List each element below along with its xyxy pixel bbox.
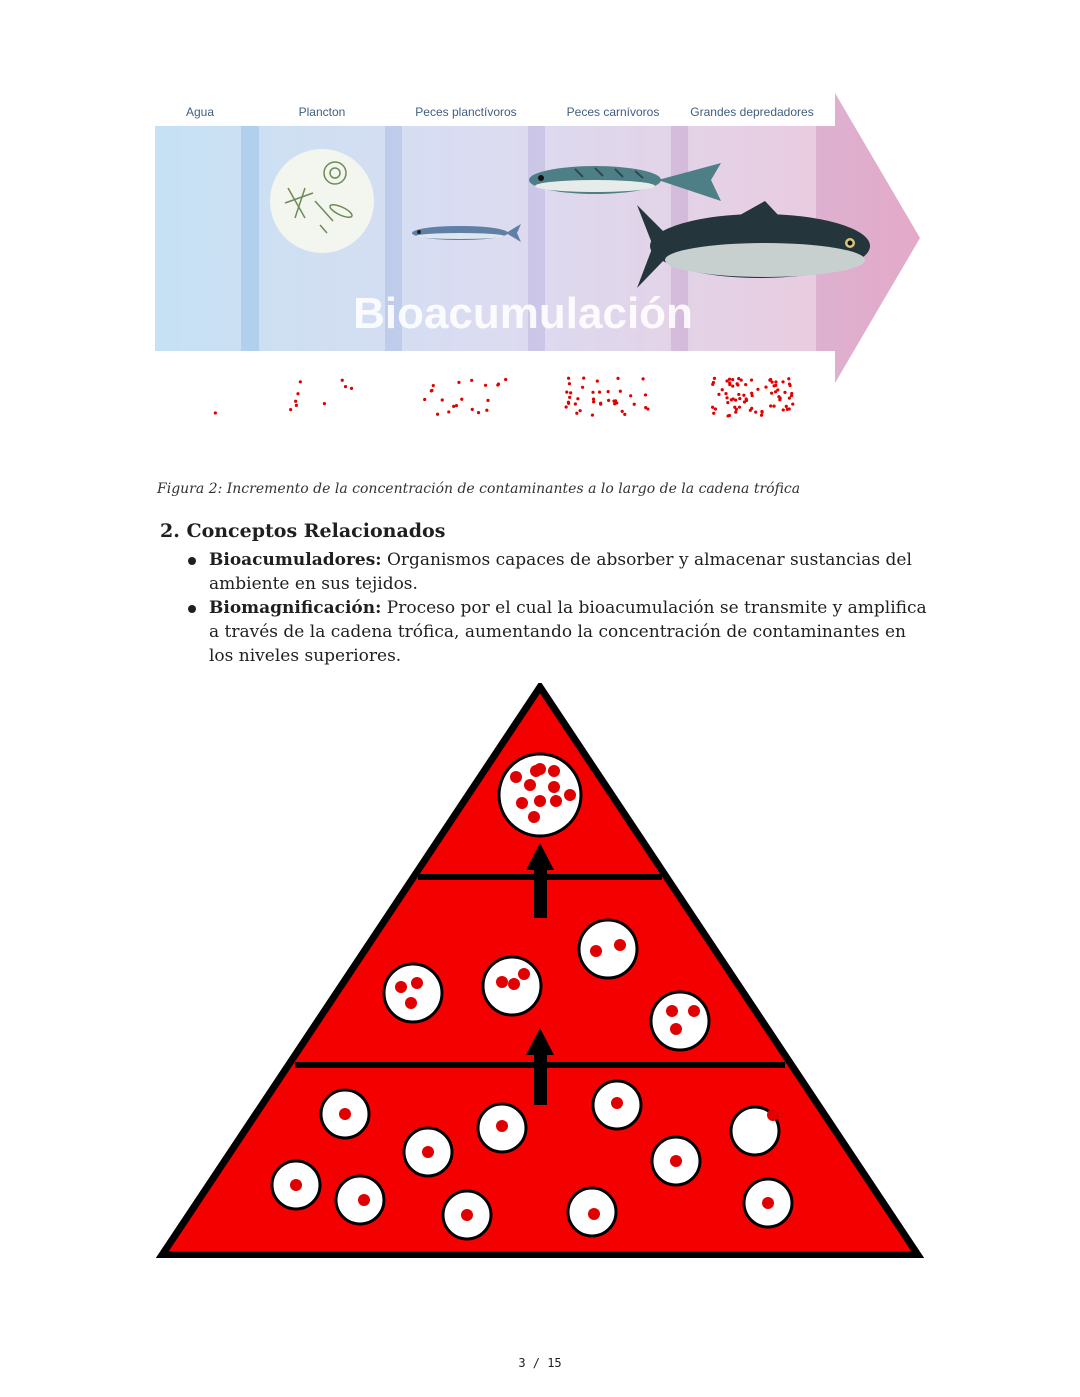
contaminant-dot	[788, 397, 791, 400]
organism-cell	[652, 1137, 700, 1185]
contaminant-dot	[598, 391, 601, 394]
bioaccumulation-figure	[155, 93, 920, 438]
contaminant-dot	[530, 765, 542, 777]
contaminant-dot	[714, 407, 717, 410]
contaminant-dot	[738, 406, 741, 409]
contaminant-dot	[496, 976, 508, 988]
contaminant-dot	[567, 401, 570, 404]
figure-caption: Figura 2: Incremento de la concentración de contaminantes a lo largo de la cadena trófica	[157, 481, 801, 497]
contaminant-dot	[726, 414, 729, 417]
concept-definition: Proceso por el cual la bioacumulación se transmite y amplifica a través de la cadena trófica, aumentando la concentración de contaminantes en los niveles superiores.	[209, 598, 927, 666]
contaminant-dot	[712, 412, 715, 415]
contaminant-dot	[569, 391, 572, 394]
contaminant-dot	[737, 377, 740, 380]
contaminant-dot	[591, 391, 594, 394]
contaminant-dot	[726, 401, 729, 404]
contaminant-dot	[771, 381, 774, 384]
contaminant-dot	[731, 378, 734, 381]
contaminant-dot	[779, 397, 782, 400]
contaminant-dot	[728, 383, 731, 386]
organism-cell	[651, 992, 709, 1050]
contaminant-dot	[581, 386, 584, 389]
contaminant-dot	[447, 410, 450, 413]
contaminant-dot	[518, 968, 530, 980]
contaminant-dot	[341, 379, 344, 382]
contaminant-dot	[713, 377, 716, 380]
contaminant-dot	[611, 1097, 623, 1109]
contaminant-dot	[607, 399, 610, 402]
contaminant-panel	[561, 373, 656, 421]
contaminant-dot	[762, 1197, 774, 1209]
contaminant-dot	[764, 386, 767, 389]
contaminant-dot	[565, 405, 568, 408]
organism-cell	[336, 1176, 384, 1224]
stage-label-peces-carnivoros: Peces carnívoros	[566, 105, 660, 119]
contaminant-dot	[772, 405, 775, 408]
contaminant-dot	[750, 378, 753, 381]
contaminant-dot	[666, 1005, 678, 1017]
contaminant-dot	[756, 388, 759, 391]
contaminant-dot	[629, 394, 632, 397]
contaminant-dot	[295, 404, 298, 407]
contaminant-dot	[510, 771, 522, 783]
contaminant-dot	[496, 383, 499, 386]
contaminant-dot	[724, 392, 727, 395]
contaminant-dot	[534, 795, 546, 807]
contaminant-dot	[588, 1208, 600, 1220]
contaminant-dot	[688, 1005, 700, 1017]
contaminant-dot	[358, 1194, 370, 1206]
organism-cell	[579, 920, 637, 978]
contaminant-dot	[782, 408, 785, 411]
organism-cell	[731, 1107, 779, 1155]
concept-term: Biomagnificación:	[209, 598, 382, 618]
concept-item-bioacumuladores	[185, 548, 935, 596]
contaminant-dot	[750, 407, 753, 410]
contaminant-dot	[754, 410, 757, 413]
contaminant-dot	[550, 795, 562, 807]
contaminant-dot	[460, 398, 463, 401]
contaminant-dot	[441, 398, 444, 401]
contaminant-dot	[423, 398, 426, 401]
stage-label-grandes-depredadores: Grandes depredadores	[690, 105, 814, 119]
contaminant-dot	[430, 389, 433, 392]
organism-cell	[593, 1081, 641, 1129]
organism-cell	[384, 964, 442, 1022]
contaminant-dot	[574, 402, 577, 405]
contaminant-dot	[783, 391, 786, 394]
contaminant-dot	[436, 413, 439, 416]
contaminant-dot	[294, 400, 297, 403]
contaminant-dot	[528, 811, 540, 823]
contaminant-dot	[323, 402, 326, 405]
contaminant-dot	[711, 383, 714, 386]
contaminant-dot	[296, 392, 299, 395]
contaminant-dot	[613, 402, 616, 405]
contaminant-dot	[621, 410, 624, 413]
contaminant-dot	[738, 397, 741, 400]
contaminant-dot	[567, 377, 570, 380]
contaminant-dot	[791, 403, 794, 406]
contaminant-dot	[461, 1209, 473, 1221]
contaminant-dot	[576, 397, 579, 400]
contaminant-dot	[582, 377, 585, 380]
contaminant-dot	[641, 377, 644, 380]
contaminant-dot	[471, 408, 474, 411]
contaminant-dot	[644, 393, 647, 396]
contaminant-dot	[455, 404, 458, 407]
contaminant-dot	[734, 399, 737, 402]
contaminant-dot	[725, 379, 728, 382]
contaminant-panel	[275, 373, 370, 421]
contaminant-dot	[548, 765, 560, 777]
contaminant-dot	[721, 388, 724, 391]
contaminant-dot	[289, 408, 292, 411]
contaminant-dot	[750, 392, 753, 395]
organism-cell	[478, 1104, 526, 1152]
contaminant-dot	[790, 394, 793, 397]
contaminant-dot	[524, 779, 536, 791]
contaminant-dot	[788, 382, 791, 385]
contaminant-dot	[596, 379, 599, 382]
concept-definition: Organismos capaces de absorber y almacenar sustancias del ambiente en sus tejidos.	[209, 550, 912, 594]
organism-cell	[483, 957, 541, 1015]
contaminant-dot	[735, 408, 738, 411]
contaminant-dot	[612, 399, 615, 402]
contaminant-dot	[770, 392, 773, 395]
contaminant-dot	[452, 405, 455, 408]
contaminant-dot	[405, 997, 417, 1009]
contaminant-dot	[614, 939, 626, 951]
bioaccumulation-banner: Bioacumulación	[353, 289, 693, 338]
contaminant-dot	[564, 789, 576, 801]
stage-label-plancton: Plancton	[298, 105, 346, 119]
contaminant-dot	[290, 1179, 302, 1191]
contaminant-dot	[484, 384, 487, 387]
contaminant-dot	[516, 797, 528, 809]
contaminant-dot	[670, 1155, 682, 1167]
contaminant-dot	[395, 981, 407, 993]
contaminant-dot	[744, 383, 747, 386]
contaminant-dot	[575, 412, 578, 415]
stage-label-peces-planctivoros: Peces planctívoros	[415, 105, 517, 119]
plankton-illustration	[270, 149, 374, 253]
stage-label-agua: Agua	[185, 105, 215, 119]
contaminant-dot	[339, 1108, 351, 1120]
contaminant-dot	[735, 382, 738, 385]
contaminant-dot	[734, 411, 737, 414]
contaminant-dot	[711, 406, 714, 409]
contaminant-dot	[548, 781, 560, 793]
contaminant-dot	[781, 380, 784, 383]
concept-list	[185, 548, 935, 668]
contaminant-dot	[565, 391, 568, 394]
contaminant-dot	[568, 396, 571, 399]
contaminant-dot	[496, 1120, 508, 1132]
concept-term: Bioacumuladores:	[209, 550, 382, 570]
contaminant-panel	[418, 373, 513, 421]
organism-cell	[499, 754, 581, 836]
contaminant-dot	[767, 1109, 779, 1121]
contaminant-dot	[742, 394, 745, 397]
section-heading: 2. Conceptos Relacionados	[160, 520, 446, 542]
contaminant-dot	[579, 409, 582, 412]
organism-cell	[568, 1188, 616, 1236]
contaminant-panel	[173, 373, 225, 421]
contaminant-dot	[670, 1023, 682, 1035]
contaminant-dot	[214, 411, 217, 414]
contaminant-dot	[717, 393, 720, 396]
concept-item-biomagnificacion	[185, 596, 935, 668]
organism-cell	[744, 1179, 792, 1227]
contaminant-dot	[592, 400, 595, 403]
contaminant-dot	[633, 403, 636, 406]
contaminant-dot	[619, 390, 622, 393]
contaminant-dot	[350, 387, 353, 390]
contaminant-dot	[485, 409, 488, 412]
contaminant-dot	[788, 407, 791, 410]
biomagnification-pyramid	[155, 683, 925, 1258]
contaminant-dot	[422, 1146, 434, 1158]
contaminant-dot	[486, 399, 489, 402]
contaminant-dot	[646, 407, 649, 410]
contaminant-dot	[774, 380, 777, 383]
contaminant-dot	[737, 393, 740, 396]
contaminant-dot	[411, 977, 423, 989]
contaminant-dot	[432, 384, 435, 387]
contaminant-dot	[477, 411, 480, 414]
contaminant-dot	[731, 384, 734, 387]
contaminant-dot	[457, 381, 460, 384]
contaminant-dot	[590, 945, 602, 957]
contaminant-dot	[504, 378, 507, 381]
contaminant-dot	[769, 378, 772, 381]
contaminant-dot	[470, 379, 473, 382]
contaminant-dot	[623, 413, 626, 416]
contaminant-dot	[774, 390, 777, 393]
contaminant-dot	[508, 978, 520, 990]
contaminant-dot	[785, 405, 788, 408]
contaminant-dot	[787, 377, 790, 380]
contaminant-dot	[760, 410, 763, 413]
contaminant-dot	[769, 404, 772, 407]
contaminant-dot	[616, 377, 619, 380]
contaminant-dot	[607, 390, 610, 393]
contaminant-panel	[704, 373, 799, 421]
organism-cell	[272, 1161, 320, 1209]
contaminant-dot	[774, 384, 777, 387]
contaminant-dot	[745, 397, 748, 400]
contaminant-dot	[743, 400, 746, 403]
contaminant-dot	[725, 396, 728, 399]
contaminant-dot	[344, 385, 347, 388]
organism-cell	[321, 1090, 369, 1138]
organism-cell	[443, 1191, 491, 1239]
page-number: 3 / 15	[518, 1356, 562, 1370]
contaminant-dot	[760, 414, 763, 417]
contaminant-dot	[599, 403, 602, 406]
contaminant-dot	[299, 380, 302, 383]
organism-cell	[404, 1128, 452, 1176]
contaminant-dot	[568, 382, 571, 385]
contaminant-dot	[730, 398, 733, 401]
contaminant-dot	[591, 413, 594, 416]
